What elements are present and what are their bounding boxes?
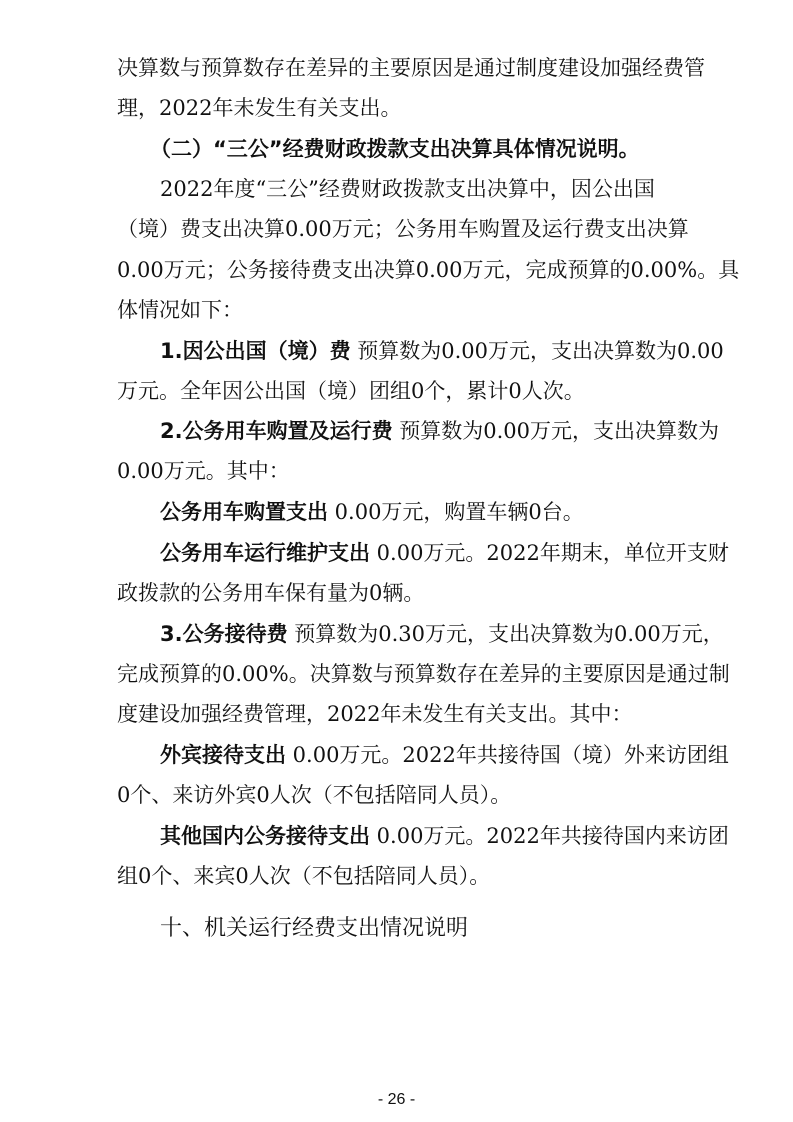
item-title: 外宾接待支出 — [160, 743, 286, 767]
paragraph-line: 0.00万元；公务接待费支出决算0.00万元，完成预算的0.00%。具 — [117, 258, 740, 282]
item-text: 预算数为0.30万元，支出决算数为0.00万元， — [287, 622, 724, 646]
item-line — [160, 421, 719, 442]
item-title: 公务用车运行维护支出 — [160, 541, 370, 565]
item-line — [160, 502, 584, 523]
item-title: 其他国内公务接待支出 — [160, 824, 370, 848]
paragraph-line: 完成预算的0.00%。决算数与预算数存在差异的主要原因是通过制 — [117, 662, 730, 686]
item-title: 1.因公出国（境）费 — [160, 339, 351, 363]
item-line — [160, 624, 724, 645]
item-text: 0.00万元。2022年期末，单位开支财 — [370, 541, 729, 565]
page-number: - 26 - — [377, 1091, 416, 1108]
item-title: 公务用车购置支出 — [160, 500, 328, 524]
paragraph-line: 0个、来访外宾0人次（不包括陪同人员）。 — [117, 783, 512, 807]
item-title: 3.公务接待费 — [160, 622, 288, 646]
paragraph-line: 决算数与预算数存在差异的主要原因是通过制度建设加强经费管 — [117, 56, 705, 80]
item-line — [160, 341, 724, 362]
item-line — [160, 745, 729, 766]
paragraph-line: （境）费支出决算0.00万元；公务用车购置及运行费支出决算 — [117, 217, 689, 241]
paragraph-line: 体情况如下： — [117, 298, 243, 322]
item-text: 0.00万元。2022年共接待国内来访团 — [370, 824, 729, 848]
paragraph-line: 0.00万元。其中： — [117, 459, 290, 483]
paragraph-line: 万元。全年因公出国（境）团组0个，累计0人次。 — [117, 379, 585, 403]
paragraph-line: 度建设加强经费管理，2022年未发生有关支出。其中： — [117, 702, 633, 726]
item-text: 预算数为0.00万元，支出决算数为0.00 — [350, 339, 724, 363]
section-title: 十、机关运行经费支出情况说明 — [160, 916, 469, 941]
item-line — [160, 826, 729, 847]
paragraph-line: 理，2022年未发生有关支出。 — [117, 96, 402, 120]
paragraph-line: 2022年度“三公”经费财政拨款支出决算中，因公出国 — [160, 177, 655, 201]
item-title: 2.公务用车购置及运行费 — [160, 419, 393, 443]
section-heading: （二）“三公”经费财政拨款支出决算具体情况说明。 — [150, 137, 640, 161]
item-text: 预算数为0.00万元，支出决算数为 — [392, 419, 720, 443]
item-text: 0.00万元，购置车辆0台。 — [328, 500, 584, 524]
paragraph-line: 组0个、来宾0人次（不包括陪同人员）。 — [117, 864, 491, 888]
item-line — [160, 543, 729, 564]
item-text: 0.00万元。2022年共接待国（境）外来访团组 — [286, 743, 729, 767]
paragraph-line: 政拨款的公务用车保有量为0辆。 — [117, 581, 425, 605]
